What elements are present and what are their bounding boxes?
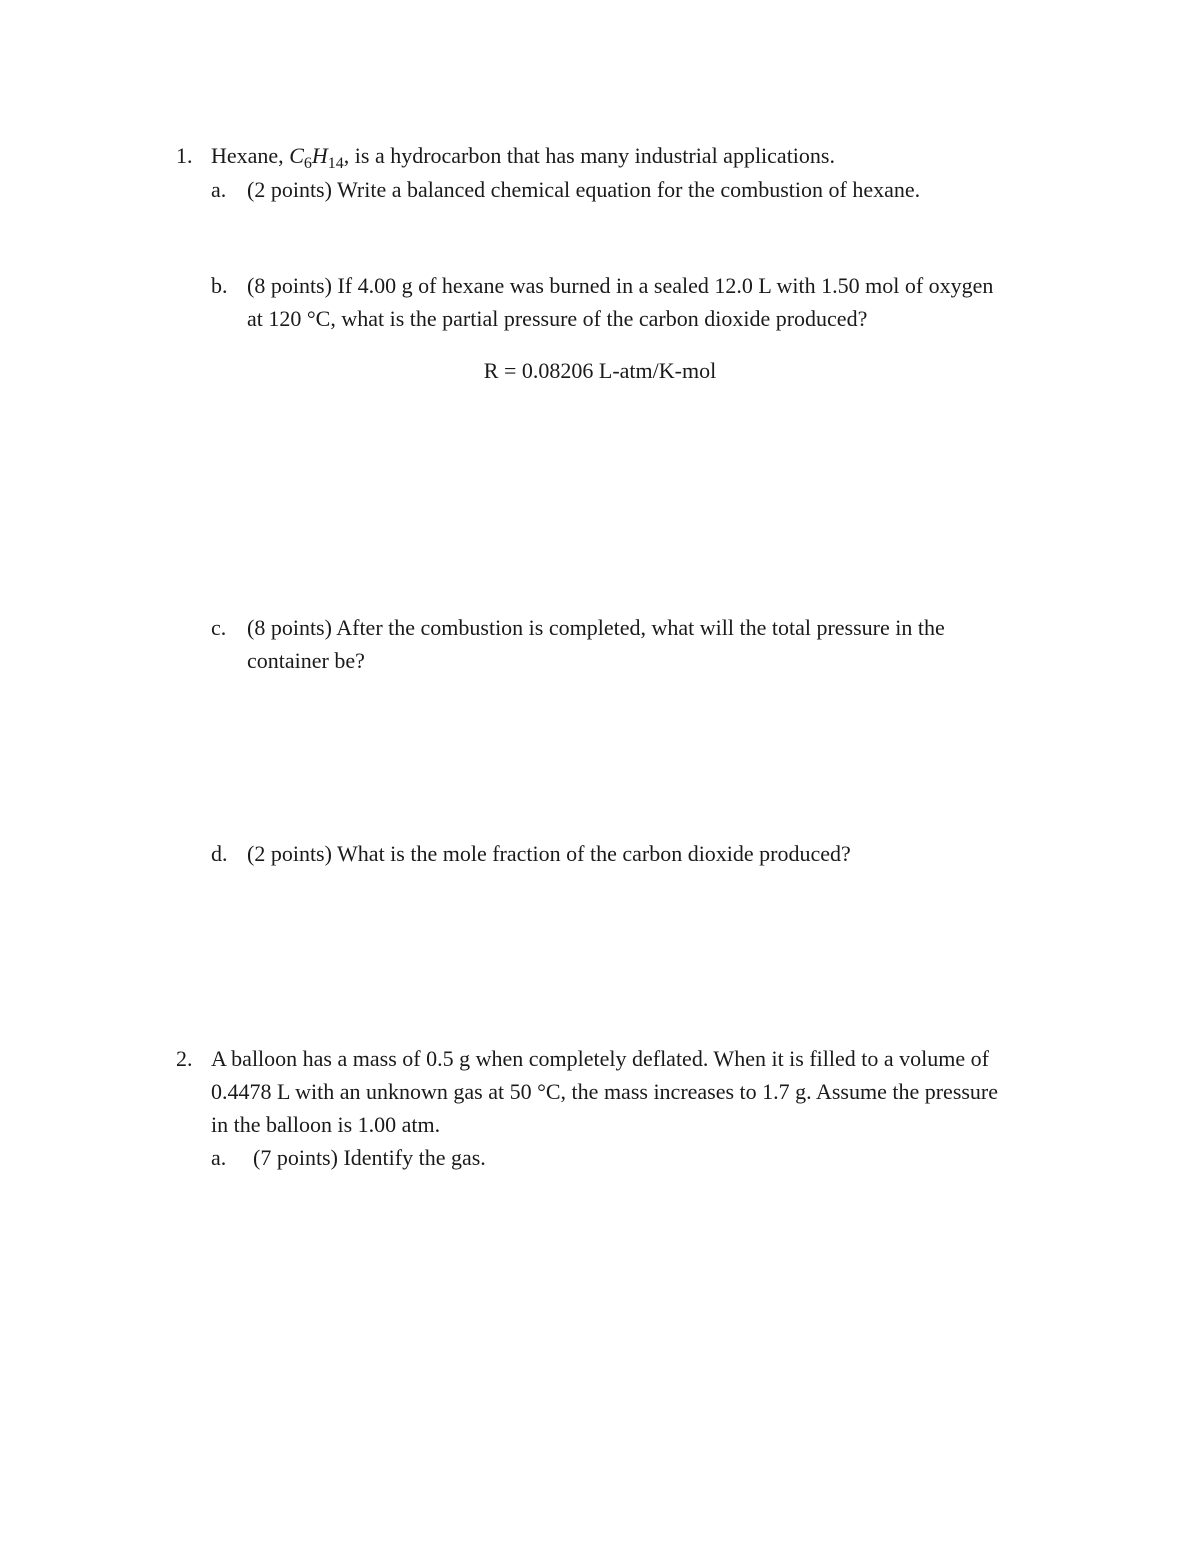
- question-2-text-line-2: 0.4478 L with an unknown gas at 50 °C, the mass increases to 1.7 g. Assume the pressure: [211, 1079, 999, 1104]
- question-1c-letter: c.: [211, 615, 227, 640]
- question-1b-text-line-2: at 120 °C, what is the partial pressure of the carbon dioxide produced?: [247, 306, 868, 331]
- question-1c-text-line-2: container be?: [247, 648, 365, 673]
- formula-carbon-subscript: 6: [303, 155, 312, 172]
- question-1d-text: (2 points) What is the mole fraction of the carbon dioxide produced?: [247, 841, 851, 866]
- gas-constant: R = 0.08206 L-atm/K-mol: [483, 358, 717, 383]
- question-2-text-line-1: A balloon has a mass of 0.5 g when completely deflated. When it is filled to a volume of: [211, 1046, 989, 1071]
- hexane-formula: [289, 143, 344, 172]
- question-2-number: 2.: [176, 1046, 193, 1071]
- question-2a-text: (7 points) Identify the gas.: [253, 1145, 486, 1170]
- question-1-number: 1.: [176, 143, 193, 168]
- question-1a-letter: a.: [211, 177, 227, 202]
- question-1d-letter: d.: [211, 841, 228, 866]
- formula-hydrogen-subscript: 14: [327, 155, 344, 172]
- question-2-text-line-3: in the balloon is 1.00 atm.: [211, 1112, 441, 1137]
- question-1-intro-after: , is a hydrocarbon that has many industrial applications.: [343, 143, 835, 168]
- question-1b-text-line-1: (8 points) If 4.00 g of hexane was burned in a sealed 12.0 L with 1.50 mol of oxygen: [247, 273, 994, 298]
- formula-carbon: C: [289, 143, 304, 168]
- question-1a-text: (2 points) Write a balanced chemical equation for the combustion of hexane.: [247, 177, 921, 202]
- question-1-intro: [211, 140, 835, 172]
- question-2a-letter: a.: [211, 1145, 227, 1170]
- question-1b-letter: b.: [211, 273, 228, 298]
- formula-hydrogen: H: [311, 143, 328, 168]
- question-1-intro-before: Hexane,: [211, 143, 284, 168]
- question-1c-text-line-1: (8 points) After the combustion is completed, what will the total pressure in the: [247, 615, 945, 640]
